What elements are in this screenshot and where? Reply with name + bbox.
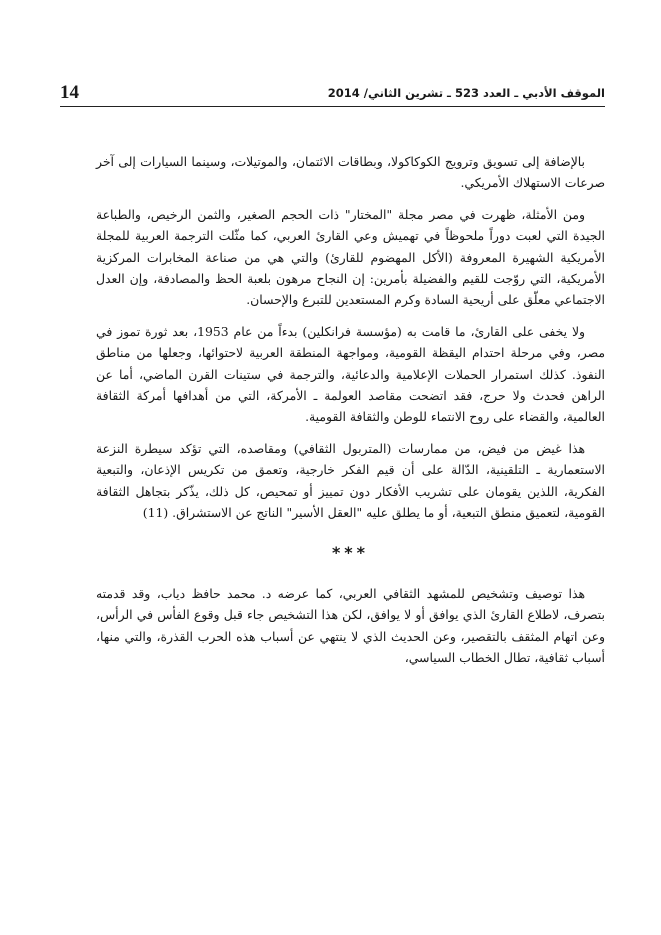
paragraph-1: بالإضافة إلى تسويق وترويج الكوكاكولا، وبطاقات الائتمان، والموتيلات، وسينما السيارات إلى آخر صرعات الاستهلاك الأمريكي. — [96, 154, 605, 191]
section-separator: *** — [331, 542, 370, 562]
page-header — [60, 78, 605, 108]
paragraph-4: هذا غيض من فيض، من ممارسات (المتربول الثقافي) ومقاصده، التي تؤكد سيطرة النزعة الاستعمارية ـ التلقينية، الدّالة على أن قيم الفكر خارجية، وتعمق من تكريس الإذعان، والتبعية الفكرية، اللذين يقومان على تشريب الأفكار دون تمييز أو تمحيص، كل ذلك، يذّكر بتجاهل الثقافة القومية، لتعميق منطق التبعية، أو ما يطلق عليه "العقل الأسير" الناتج عن الاستشراق. (11) — [96, 440, 605, 521]
article-body — [96, 151, 605, 679]
paragraph-5: هذا توصيف وتشخيص للمشهد الثقافي العربي، كما عرضه د. محمد حافظ دياب، وقد قدمته بتصرف، لاطلاع القارئ الذي يوافق أو لا يوافق، لكن هذا التشخيص جاء قبل وقوع الفأس في الرأس، وعن اتهام المثقف بالتقصير، وعن الحديث الذي لا ينتهي عن أسباب هذه الحرب القذرة، والتي منها، أسباب ثقافية، تطال الخطاب السياسي، — [96, 585, 605, 666]
paragraph-3: ولا يخفى على القارئ، ما قامت به (مؤسسة فرانكلين) بدءاً من عام 1953، بعد ثورة تموز في مصر، وفي مرحلة احتدام اليقظة القومية، ومواجهة المنطقة العربية لاحتوائها، وجعلها من مناطق النفوذ. كذلك استمرار الحملات الإعلامية والدعائية، والترجمة في ستينات القرن الماضي، أما عن الراهن فحدث ولا حرج، فقد اتضحت مقاصد العولمة ـ الأمركة، التي من أهدافها أمركة الثقافة العالمية، والقضاء على روح الانتماء للوطن والثقافة القومية. — [96, 323, 605, 425]
running-head: الموقف الأدبي ـ العدد 523 ـ تشرين الثاني/ 2014 — [327, 86, 605, 100]
page-number: 14 — [60, 82, 79, 103]
header-rule — [60, 106, 605, 107]
paragraph-2: ومن الأمثلة، ظهرت في مصر مجلة "المختار" ذات الحجم الصغير، والثمن الرخيص، والطباعة الجيدة التي لعبت دوراً ملحوظاً في تهميش وعي القارئ العربي، كما مثّلت الترجمة العربية للمجلة الأمريكية الشهيرة المعروفة (الأكل المهضوم للقارئ) والتي هي من صناعة المخابرات المركزية الأمريكية، التي روّجت للقيم والفضيلة بأمرين: إن النجاح مرهون بلعبة الحظ والمصادفة، وإن العدل الاجتماعي معلّق على أريحية السادة وكرم المستعدين للتبرع والإحسان. — [96, 206, 605, 308]
